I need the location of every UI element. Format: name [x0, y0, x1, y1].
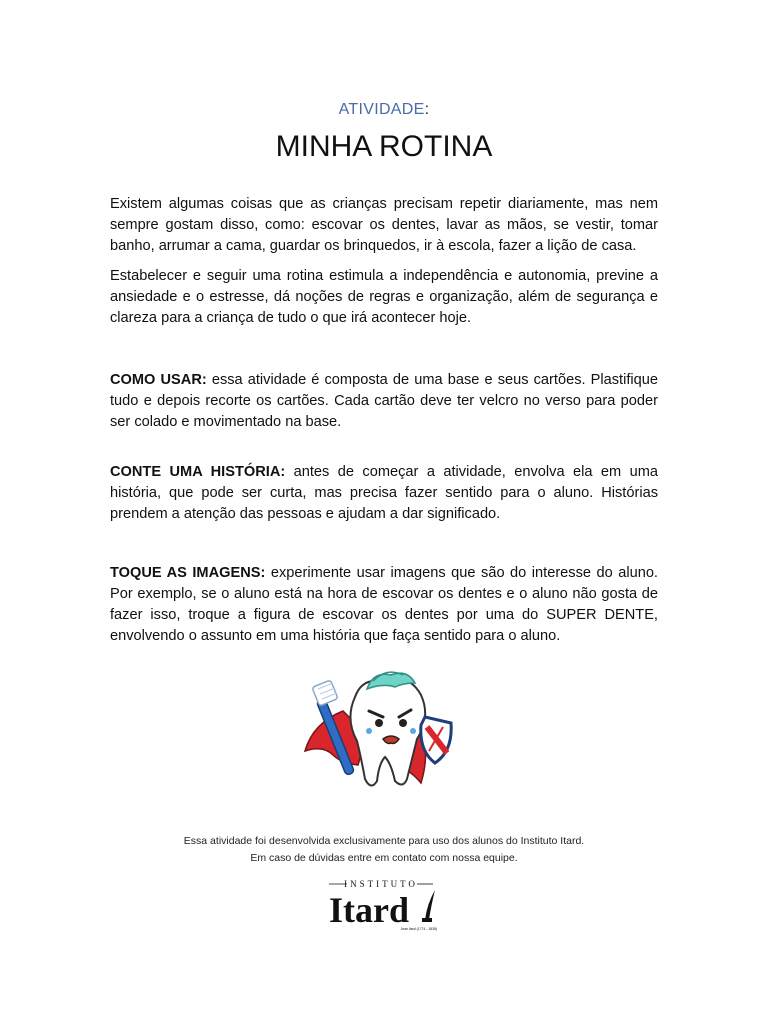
- section-lead: CONTE UMA HISTÓRIA:: [110, 464, 286, 480]
- page-title: MINHA ROTINA: [275, 130, 493, 163]
- section-conte-uma-historia: [110, 462, 658, 525]
- super-tooth-icon: [303, 653, 463, 803]
- footer-note: [0, 833, 768, 867]
- footer-line-1: Essa atividade foi desenvolvida exclusivamente para uso dos alunos do Instituto Itard.: [183, 835, 585, 847]
- logo-top-text: INSTITUTO: [344, 879, 418, 889]
- section-text: experimente usar imagens que são do interesse do aluno. Por exemplo, se o aluno está na hora de escovar os dentes e o aluno não gosta de fazer isso, troque a figura de escovar os dentes por uma do SUPER DENTE, envolvendo o assunto em uma história que faça sentido para o aluno.: [110, 565, 658, 644]
- section-toque-as-imagens: [110, 563, 658, 647]
- section-lead: TOQUE AS IMAGENS:: [110, 565, 266, 581]
- itard-logo-icon: [325, 876, 441, 932]
- instituto-itard-logo: [325, 876, 441, 932]
- intro-paragraph-1: Existem algumas coisas que as crianças precisam repetir diariamente, mas nem sempre gostam disso, como: escovar os dentes, lavar as mãos, se vestir, tomar banho, arrumar a cama, guardar os brinquedos, ir à escola, fazer a lição de casa.: [110, 196, 658, 254]
- super-tooth-illustration: [303, 653, 463, 803]
- section-text: essa atividade é composta de uma base e seus cartões. Plastifique tudo e depois recorte os cartões. Cada cartão deve ter velcro no verso para poder ser colado e movimentado na base.: [110, 372, 658, 430]
- section-lead: COMO USAR:: [110, 372, 207, 388]
- footer-line-2: Em caso de dúvidas entre em contato com nossa equipe.: [250, 852, 518, 864]
- intro-paragraph-2: Estabelecer e seguir uma rotina estimula a independência e autonomia, previne a ansiedade e o estresse, dá noções de regras e organização, além de segurança e clareza para a criança de tudo o que irá acontecer hoje.: [110, 268, 658, 326]
- activity-kicker: [0, 101, 768, 119]
- kicker-colon: :: [424, 101, 430, 118]
- logo-small-text: Jean Itard (1774 - 1838): [400, 927, 437, 931]
- logo-main-text: Itard: [329, 890, 409, 930]
- section-text: antes de começar a atividade, envolva ela em uma história, que pode ser curta, mas precisa fazer sentido para o aluno. Histórias prendem a atenção das pessoas e ajudam a dar significado.: [110, 464, 658, 522]
- section-como-usar: [110, 370, 658, 433]
- kicker-label: ATIVIDADE: [338, 101, 425, 118]
